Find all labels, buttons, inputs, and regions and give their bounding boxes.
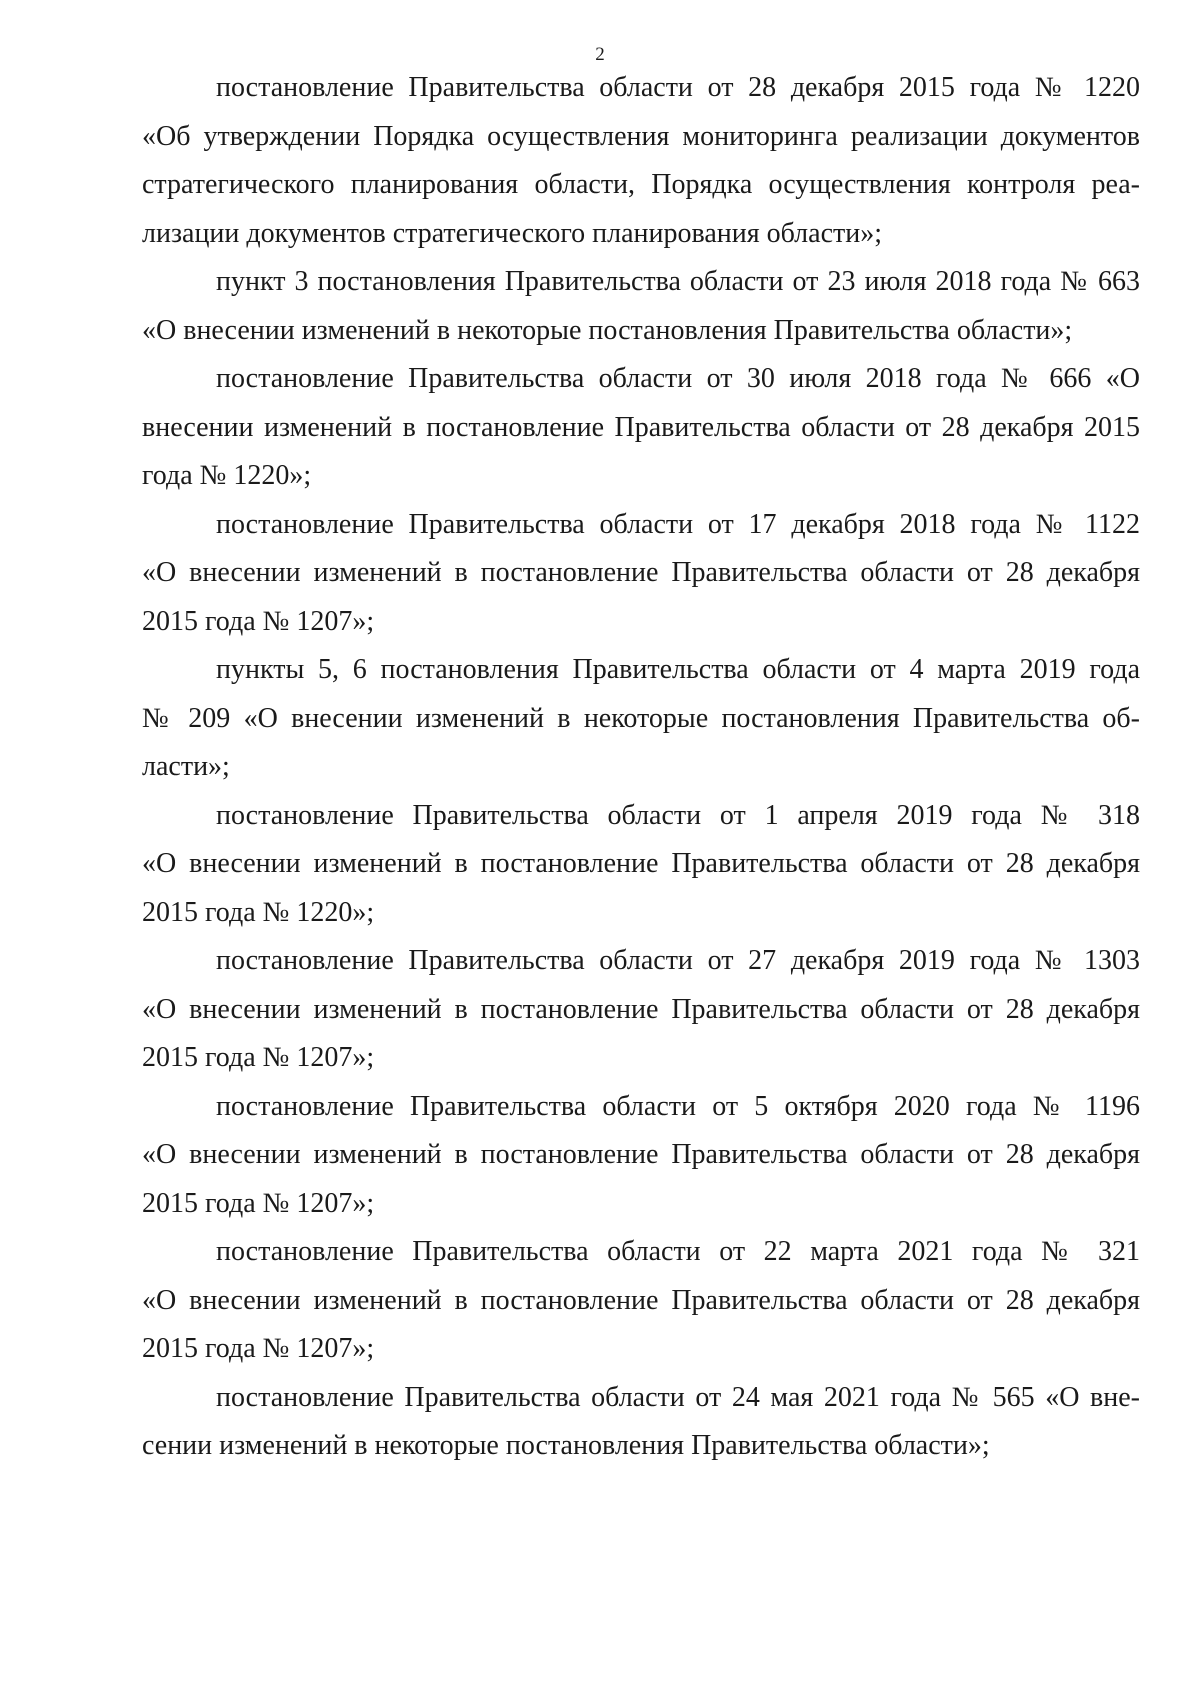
paragraph-line: постановление Правительства области от 28 декабря 2015 года № 1220 <box>216 72 1140 103</box>
page-number: 2 <box>595 44 605 65</box>
paragraph-line: постановление Правительства области от 24 мая 2021 года № 565 «О вне- <box>216 1381 1140 1413</box>
paragraph-line: «О внесении изменений в постановление Правительства области от 28 декабря <box>142 1139 1140 1170</box>
paragraph-line: 2015 года № 1207»; <box>142 1042 375 1073</box>
paragraph-line: «О внесении изменений в постановление Правительства области от 28 декабря <box>142 848 1140 879</box>
paragraph-7 <box>142 937 1140 1083</box>
paragraph-8 <box>142 1083 1140 1229</box>
paragraph-line: постановление Правительства области от 30 июля 2018 года № 666 «О <box>216 363 1140 394</box>
paragraph-5 <box>142 646 1140 792</box>
paragraph-line: постановление Правительства области от 5 октября 2020 года № 1196 <box>216 1090 1140 1122</box>
paragraph-10 <box>142 1374 1140 1471</box>
paragraph-line: «О внесении изменений в постановление Правительства области от 28 декабря <box>142 557 1140 588</box>
paragraph-line: постановление Правительства области от 22 марта 2021 года № 321 <box>216 1236 1140 1267</box>
paragraph-line: № 209 «О внесении изменений в некоторые постановления Правительства об- <box>142 702 1140 734</box>
paragraph-line: 2015 года № 1207»; <box>142 1333 375 1364</box>
paragraph-line: года № 1220»; <box>142 460 312 491</box>
paragraph-6 <box>142 792 1140 938</box>
paragraph-line: стратегического планирования области, Порядка осуществления контроля реа- <box>142 169 1140 200</box>
paragraph-line: постановление Правительства области от 17 декабря 2018 года № 1122 <box>216 508 1140 540</box>
paragraph-line: 2015 года № 1207»; <box>142 1187 375 1219</box>
paragraph-line: «О внесении изменений в некоторые постановления Правительства области»; <box>142 314 1073 346</box>
paragraph-line: постановление Правительства области от 27 декабря 2019 года № 1303 <box>216 945 1140 976</box>
paragraph-line: 2015 года № 1220»; <box>142 896 375 928</box>
paragraph-line: пункты 5, 6 постановления Правительства области от 4 марта 2019 года <box>216 654 1140 685</box>
paragraph-line: сении изменений в некоторые постановления Правительства области»; <box>142 1430 990 1461</box>
paragraph-line: лизации документов стратегического планирования области»; <box>142 217 883 249</box>
paragraph-line: внесении изменений в постановление Правительства области от 28 декабря 2015 <box>142 411 1140 443</box>
paragraph-line: «О внесении изменений в постановление Правительства области от 28 декабря <box>142 993 1140 1025</box>
paragraph-9 <box>142 1228 1140 1374</box>
paragraph-4 <box>142 501 1140 647</box>
paragraph-line: пункт 3 постановления Правительства области от 23 июля 2018 года № 663 <box>216 266 1140 297</box>
paragraph-line: «О внесении изменений в постановление Правительства области от 28 декабря <box>142 1284 1140 1316</box>
paragraph-3 <box>142 355 1140 501</box>
paragraph-line: «Об утверждении Порядка осуществления мониторинга реализации документов <box>142 120 1140 152</box>
paragraph-line: ласти»; <box>142 751 230 782</box>
paragraph-1 <box>142 64 1140 258</box>
paragraph-line: постановление Правительства области от 1 апреля 2019 года № 318 <box>216 799 1140 831</box>
document-body <box>142 64 1140 1471</box>
paragraph-line: 2015 года № 1207»; <box>142 605 375 637</box>
paragraph-2 <box>142 258 1140 355</box>
